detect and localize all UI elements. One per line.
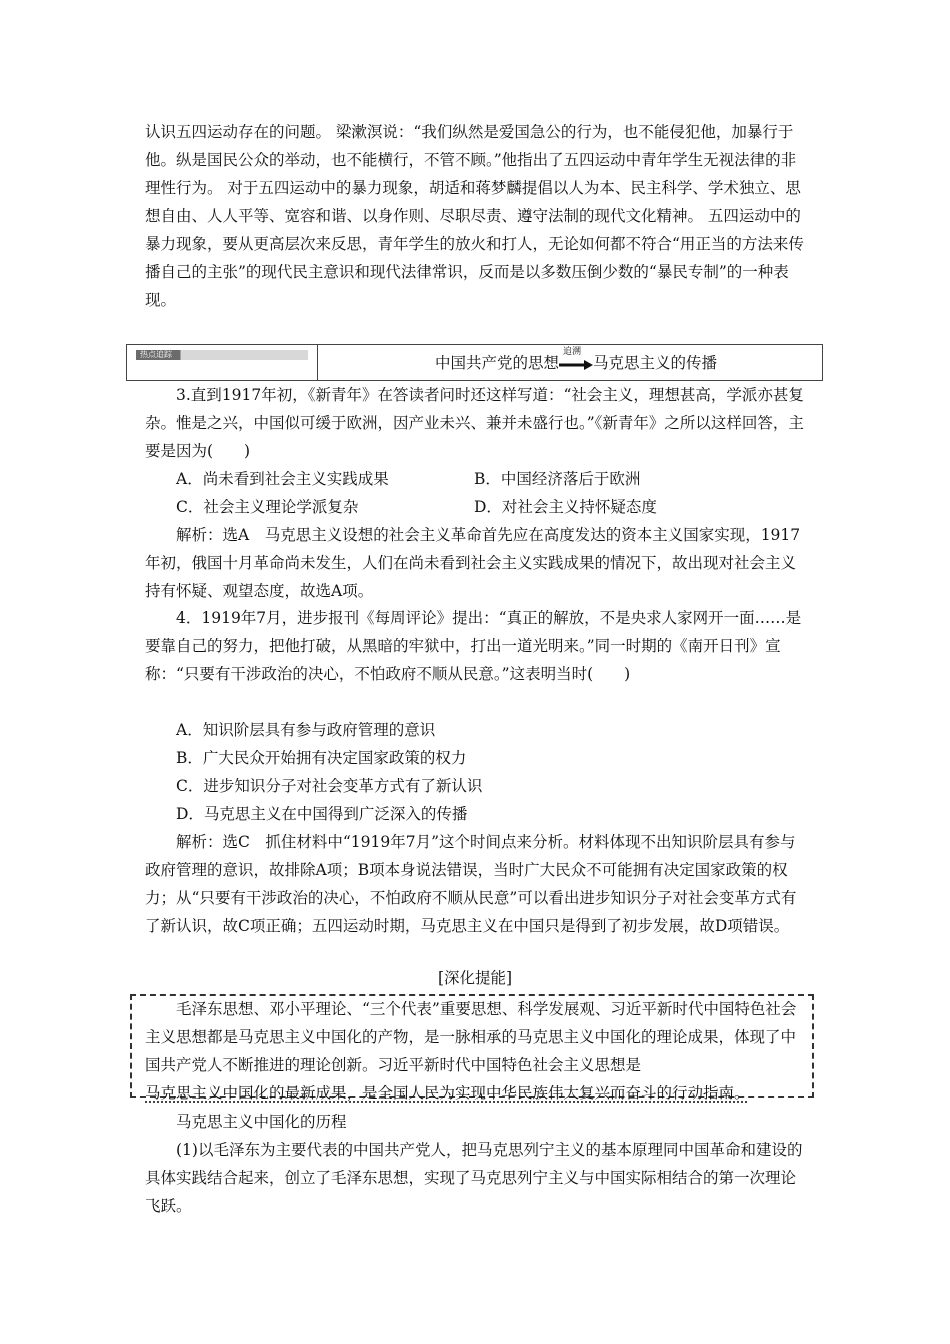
q4-analysis: 解析：选C 抓住材料中“1919年7月”这个时间点来分析。材料体现不出知识阶层具有参与政府管理的意识，故排除A项；B项本身说法错误，当时广大民众不可能拥有决定国家政策的权力；从“只要有干涉政治的决心，不怕政府不顺从民意”可以看出进步知识分子对社会变革方式有了新认识，故C项正确；五四运动时期，马克思主义在中国只是得到了初步发展，故D项错误。: [145, 833, 797, 935]
deepen-heading: [深化提能]: [437, 969, 513, 987]
deepen-box-emphasis: 马克思主义中国化的最新成果，是全国人民为实现中华民族伟大复兴而奋斗的行动指南。: [145, 1084, 750, 1102]
trace-arrow-icon: [559, 347, 593, 374]
history-item-1: (1)以毛泽东为主要代表的中国共产党人，把马克思列宁主义的基本原理同中国革命和建设的具体实践结合起来，创立了毛泽东思想，实现了马克思列宁主义与中国实际相结合的第一次理论飞跃。: [145, 1141, 803, 1215]
history-title: 马克思主义中国化的历程: [176, 1113, 347, 1131]
q4-option-b: B．广大民众开始拥有决定国家政策的权力: [176, 749, 467, 767]
q3-option-b: B．中国经济落后于欧洲: [474, 470, 641, 488]
q4-option-a: A．知识阶层具有参与政府管理的意识: [176, 721, 436, 739]
hot-topic-box: [126, 344, 823, 381]
deepen-box-text: 毛泽东思想、邓小平理论、“三个代表”重要思想、科学发展观、习近平新时代中国特色社会主义思想都是马克思主义中国化的产物，是一脉相承的马克思主义中国化的理论成果，体现了中国共产党人不断推进的理论创新。习近平新时代中国特色社会主义思想是: [145, 1000, 797, 1074]
q4-option-d: D．马克思主义在中国得到广泛深入的传播: [176, 805, 468, 823]
intro-paragraph: 认识五四运动存在的问题。 梁漱溟说：“我们纵然是爱国急公的行为，也不能侵犯他，加暴行于他。纵是国民公众的举动，也不能横行，不管不顾。”他指出了五四运动中青年学生无视法律的非理性行为。 对于五四运动中的暴力现象，胡适和蒋梦麟提倡以人为本、民主科学、学术独立、思想自由、人人平等、宽容和谐、以身作则、尽职尽责、遵守法制的现代文化精神。 五四运动中的暴力现象，要从更高层次来反思，青年学生的放火和打人，无论如何都不符合“用正当的方法来传播自己的主张”的现代民主意识和现代法律常识，反而是以多数压倒少数的“暴民专制”的一种表现。: [145, 123, 804, 309]
hot-topic-title: [435, 345, 717, 382]
hot-topic-tag: [136, 350, 308, 360]
q3-stem: 3.直到1917年初，《新青年》在答读者问时还这样写道：“社会主义，理想甚高，学派亦甚复杂。惟是之兴，中国似可缓于欧洲，因产业未兴、兼并未盛行也。”《新青年》之所以这样回答，主要是因为( ): [145, 386, 804, 460]
q3-option-c: C．社会主义理论学派复杂: [176, 498, 359, 516]
q4-option-c: C．进步知识分子对社会变革方式有了新认识: [176, 777, 483, 795]
q3-analysis: 解析：选A 马克思主义设想的社会主义革命首先应在高度发达的资本主义国家实现，1917年初，俄国十月革命尚未发生，人们在尚未看到社会主义实践成果的情况下，故出现对社会主义持有怀疑、观望态度，故选A项。: [145, 526, 801, 600]
hot-topic-tag-cell: [127, 345, 318, 380]
q4-stem: 4．1919年7月，进步报刊《每周评论》提出：“真正的解放，不是央求人家网开一面……是要靠自己的努力，把他打破，从黑暗的牢狱中，打出一道光明来。”同一时期的《南开日刊》宣称：“只要有干涉政治的决心，不怕政府不顺从民意。”这表明当时( ): [145, 609, 802, 683]
hot-topic-tag-label: 热点追踪: [140, 350, 172, 359]
q3-option-a: A．尚未看到社会主义实践成果: [176, 470, 389, 488]
hot-topic-title-right: 马克思主义的传播: [593, 354, 718, 372]
q3-option-d: D．对社会主义持怀疑态度: [474, 498, 657, 516]
arrow-label: 追溯: [563, 347, 582, 357]
hot-topic-title-left: 中国共产党的思想: [435, 354, 560, 372]
